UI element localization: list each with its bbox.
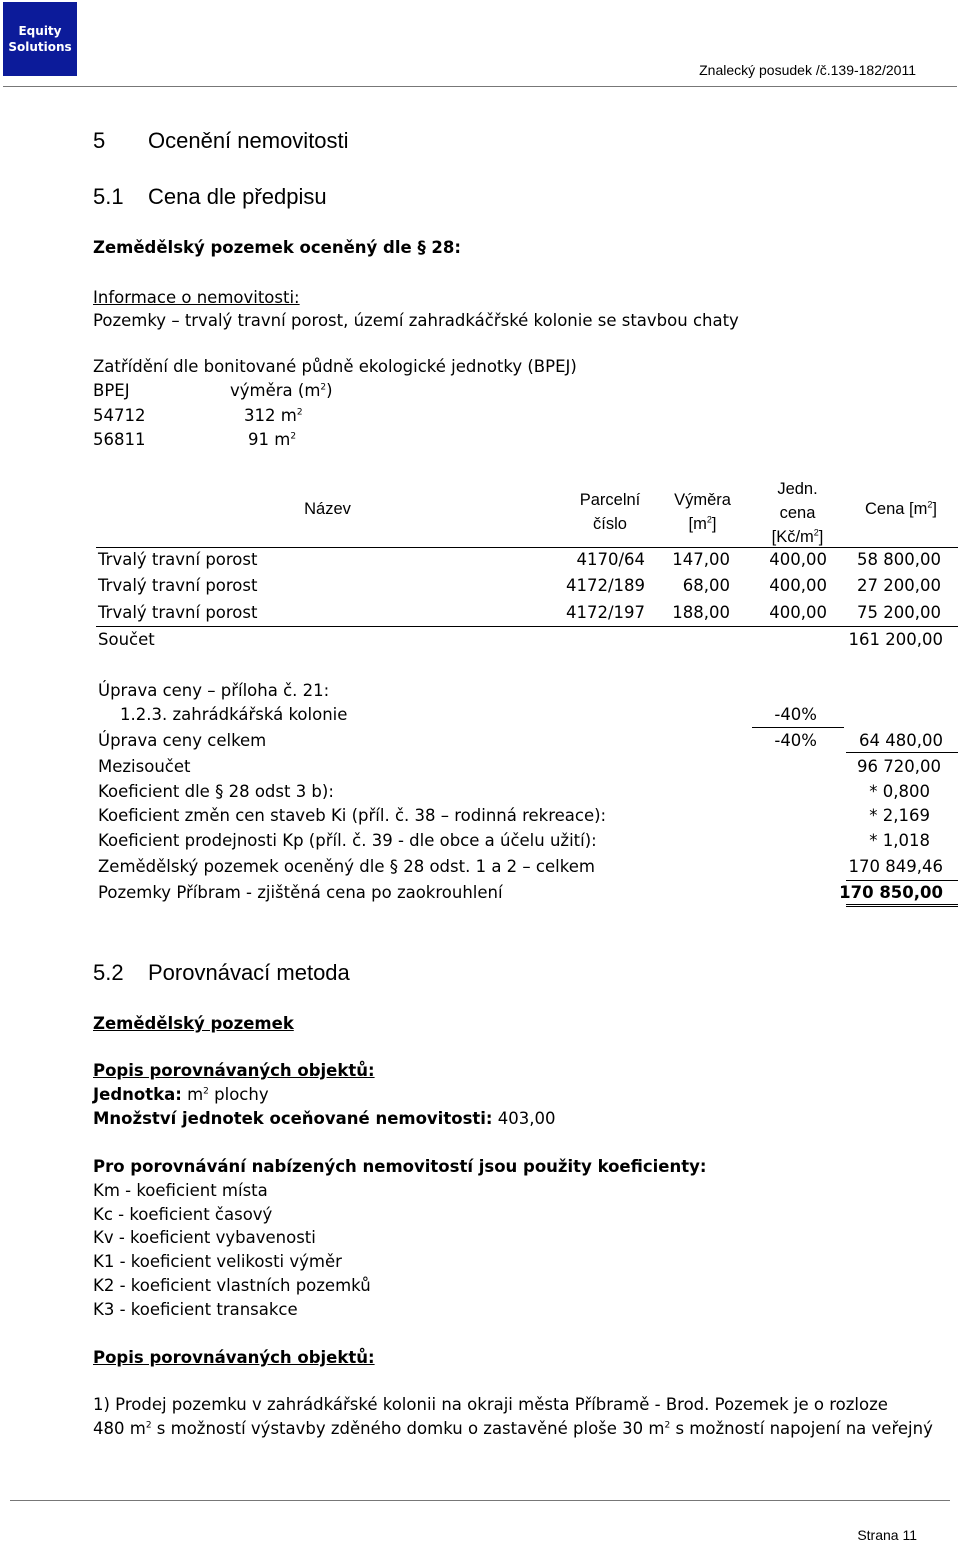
- agri-land-heading: Zemědělský pozemek: [93, 1014, 294, 1033]
- info-heading: Informace o nemovitosti:: [93, 288, 300, 307]
- coef-ki-label: Koeficient změn cen staveb Ki (příl. č. 38 – rodinná rekreace):: [98, 806, 607, 825]
- list-item: Kc - koeficient časový: [93, 1205, 273, 1224]
- bpej-col-code: BPEJ: [93, 381, 130, 400]
- coef-28-value: * 0,800: [869, 782, 930, 801]
- adjust-total-rule: [846, 752, 958, 753]
- bpej-row-code: 54712: [93, 406, 146, 425]
- paragraph-sign: §: [417, 238, 426, 257]
- footer-divider: [10, 1500, 950, 1501]
- adjust-total-pct: -40%: [774, 731, 817, 750]
- coef-kp-label: Koeficient prodejnosti Kp (příl. č. 39 - dle obce a účelu užití):: [98, 831, 597, 850]
- section-5-1-number: 5.1: [93, 184, 124, 209]
- section-5-1-title: Cena dle předpisu: [148, 184, 327, 209]
- section-5-title: Ocenění nemovitosti: [148, 128, 349, 153]
- section-5-2-title: Porovnávací metoda: [148, 960, 350, 985]
- coef-heading: Pro porovnávání nabízených nemovitostí jsou použity koeficienty:: [93, 1157, 707, 1176]
- coef-kp-value: * 1,018: [869, 831, 930, 850]
- final-price-value: 170 850,00: [839, 883, 943, 902]
- info-text: Pozemky – trvalý travní porost, území zahradkáčřské kolonie se stavbou chaty: [93, 311, 739, 330]
- paragraph-sign: §: [215, 782, 224, 801]
- coef-ki-value: * 2,169: [869, 806, 930, 825]
- subtotal-value: 96 720,00: [857, 757, 941, 776]
- final-price-label: Pozemky Příbram - zjištěná cena po zaokrouhlení: [98, 883, 503, 902]
- coef-28-label: Koeficient dle § 28 odst 3 b):: [98, 782, 334, 801]
- section-5-1-heading: [93, 184, 327, 210]
- adjust-heading: Úprava ceny – příloha č. 21:: [98, 681, 330, 700]
- paragraph-sign: §: [389, 857, 398, 876]
- section-5-number: 5: [93, 128, 106, 153]
- company-logo: [3, 2, 77, 76]
- adjust-total-label: Úprava ceny celkem: [98, 731, 267, 750]
- logo-line2: Solutions: [8, 40, 72, 54]
- col-header-price: Cena $[m^2]$: [865, 499, 937, 518]
- bpej-row-area: 312 $m^2$: [244, 406, 303, 425]
- bpej-row-code: 56811: [93, 430, 146, 449]
- unit-line: Jednotka: $m^2$ plochy: [93, 1085, 269, 1104]
- compare-heading-2: Popis porovnávaných objektů:: [93, 1348, 375, 1367]
- adjust-item-label: 1.2.3. zahrádkářská kolonie: [120, 705, 348, 724]
- sum-label: Součet: [98, 630, 155, 649]
- logo-line1: Equity: [18, 24, 62, 38]
- agri-total-value: 170 849,46: [848, 857, 943, 876]
- section-5-2-heading: [93, 960, 350, 986]
- document-reference: Znalecký posudek /č.139-182/2011: [699, 62, 916, 78]
- final-price-double-rule: [846, 904, 958, 907]
- list-item: K2 - koeficient vlastních pozemků: [93, 1276, 371, 1295]
- col-header-name: Název: [304, 500, 351, 518]
- section-5-2-number: 5.2: [93, 960, 124, 985]
- list-item: K3 - koeficient transakce: [93, 1300, 298, 1319]
- subtotal-label: Mezisoučet: [98, 757, 191, 776]
- table-sum-rule: [96, 626, 958, 627]
- list-item: K1 - koeficient velikosti výměr: [93, 1252, 342, 1271]
- table-header-rule: [96, 547, 958, 548]
- adjust-item-pct: -40%: [774, 705, 817, 724]
- object-1-line-1: 1) Prodej pozemku v zahrádkářské kolonii na okraji města Příbramě - Brod. Pozemek je o rozloze: [93, 1395, 888, 1414]
- list-item: Kv - koeficient vybavenosti: [93, 1228, 316, 1247]
- sum-value: 161 200,00: [848, 630, 943, 649]
- section-5-heading: [93, 128, 349, 154]
- agri-total-rule: [846, 880, 958, 881]
- col-header-parcel: Parcelní číslo: [579, 491, 641, 533]
- agri-total-label: Zemědělský pozemek oceněný dle § 28 odst. 1 a 2 – celkem: [98, 857, 595, 876]
- header-divider: [3, 86, 957, 87]
- compare-heading: Popis porovnávaných objektů:: [93, 1061, 375, 1080]
- bpej-row-area: 91 $m^2$: [248, 430, 297, 449]
- col-header-unit-price: Jedn. cena $[Kč/m^2]$: [771, 480, 824, 546]
- bpej-heading: Zatřídění dle bonitované půdně ekologické jednotky (BPEJ): [93, 357, 577, 376]
- agri-land-title: Zemědělský pozemek oceněný dle § 28:: [93, 238, 461, 257]
- list-item: Km - koeficient místa: [93, 1181, 268, 1200]
- object-1-line-2: 480 $m^2$ s možností výstavby zděného domku o zastavěné ploše 30 $m^2$ s možností napojení na veřejný: [93, 1419, 933, 1438]
- page-number: Strana 11: [857, 1527, 917, 1543]
- quantity-line: Množství jednotek oceňované nemovitosti: 403,00: [93, 1109, 556, 1128]
- col-header-area: Výměra $[m^2]$: [674, 491, 731, 533]
- adjust-item-rule: [752, 727, 844, 728]
- bpej-col-area: výměra $(m^2)$: [230, 381, 333, 400]
- adjust-total-value: 64 480,00: [859, 731, 943, 750]
